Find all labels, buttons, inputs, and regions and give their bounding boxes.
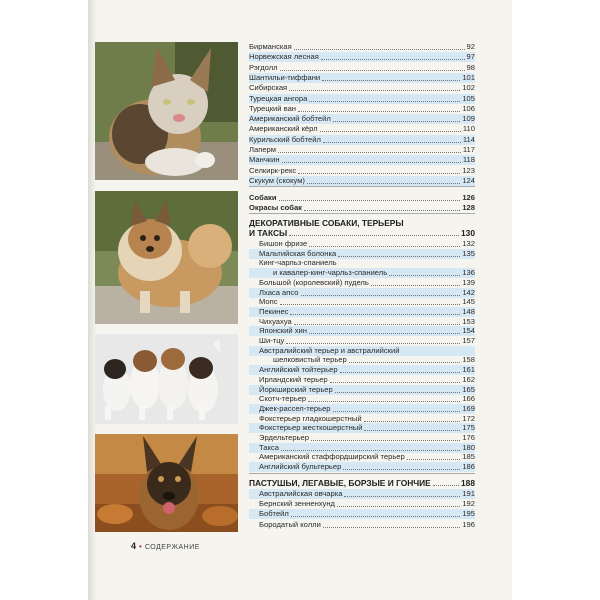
- toc-entry-page: 191: [462, 489, 475, 498]
- toc-entry-page: 148: [462, 306, 475, 316]
- toc-entry: [249, 452, 475, 462]
- toc-entry-page: 172: [462, 413, 475, 423]
- toc-entry: [249, 365, 475, 375]
- leader-dots: [371, 285, 461, 286]
- divider-line: [249, 186, 475, 187]
- photo-pomeranian: [95, 191, 238, 324]
- toc-entry-page: 175: [462, 423, 475, 433]
- leader-dots: [337, 506, 460, 507]
- section-title-text: И ТАКСЫ: [249, 228, 288, 238]
- toc-entry-title: Турецкий ван: [249, 103, 297, 113]
- toc-entry-page: 180: [462, 442, 475, 452]
- toc-entry-page: 118: [462, 155, 475, 165]
- section-page-number: 130: [461, 228, 475, 238]
- page-number: 4: [131, 541, 137, 551]
- toc-entry-page: 165: [462, 384, 475, 394]
- toc-entry-title: Бородатый колли: [259, 519, 321, 529]
- section-title-line2: [249, 228, 475, 238]
- toc-entry: [249, 145, 475, 155]
- section-page-number: 188: [461, 478, 475, 488]
- toc-entry-page: 114: [462, 134, 475, 144]
- section-title: [249, 478, 475, 488]
- leader-dots: [308, 401, 460, 402]
- toc-entry-page: 106: [462, 103, 475, 113]
- photo-puppies: [95, 334, 238, 424]
- toc-entry-page: 196: [462, 519, 475, 529]
- toc-entry: [249, 176, 475, 186]
- leader-dots: [433, 485, 459, 486]
- toc-entry: [249, 509, 475, 519]
- toc-entry-page: 132: [462, 239, 475, 248]
- leader-dots: [304, 210, 460, 211]
- leader-dots: [333, 411, 461, 412]
- leader-dots: [320, 131, 461, 132]
- section-title-text: ПАСТУШЬИ, ЛЕГАВЫЕ, БОРЗЫЕ И ГОНЧИЕ: [249, 478, 431, 488]
- toc-entry-page: 158: [462, 355, 475, 365]
- toc-entry-page: 166: [462, 394, 475, 404]
- toc-entry-title: Американский стаффордширский терьер: [259, 452, 405, 462]
- toc-entry-title: Фокстерьер жесткошерстный: [259, 423, 363, 433]
- leader-dots: [294, 49, 465, 50]
- toc-entry-title: Йоркширский терьер: [259, 384, 333, 394]
- toc-entry: [249, 433, 475, 443]
- leader-dots: [349, 362, 461, 363]
- toc-entry-page: 192: [462, 499, 475, 509]
- toc-entry-page: 123: [462, 165, 475, 175]
- leader-dots: [279, 200, 461, 201]
- toc-entry: [249, 166, 475, 176]
- leader-dots: [291, 516, 460, 517]
- toc-entry-page: 176: [462, 433, 475, 442]
- toc-entry-page: 126: [462, 193, 475, 202]
- toc-entry: [249, 268, 475, 278]
- toc-entry-title: Селкирк-рекс: [249, 165, 297, 175]
- photo-german-shepherd: [95, 434, 238, 532]
- leader-dots: [307, 183, 460, 184]
- leader-dots: [344, 496, 460, 497]
- leader-dots: [298, 111, 460, 112]
- leader-dots: [286, 343, 460, 344]
- toc-entry: [249, 124, 475, 134]
- toc-entry-title: Окрасы собак: [249, 203, 302, 212]
- leader-dots: [282, 162, 461, 163]
- toc-entry: [249, 499, 475, 509]
- leader-dots: [364, 430, 460, 431]
- toc-entry-title: Эрдельтерьер: [259, 433, 309, 442]
- toc-entry-title: Лхаса апсо: [259, 287, 299, 297]
- toc-entry-page: 162: [462, 374, 475, 384]
- toc-entry-title: шелковистый терьер: [273, 355, 347, 365]
- toc-entry: [249, 414, 475, 424]
- leader-dots: [290, 314, 460, 315]
- toc-entry-title: Большой (королевский) пудель: [259, 277, 369, 287]
- leader-dots: [280, 70, 465, 71]
- leader-dots: [364, 421, 461, 422]
- toc-entry: [249, 489, 475, 499]
- toc-entry: [249, 135, 475, 145]
- leader-dots: [323, 527, 460, 528]
- toc-entry: [249, 203, 475, 213]
- leader-dots: [330, 382, 461, 383]
- toc-entry: [249, 73, 475, 83]
- leader-dots: [389, 275, 460, 276]
- toc-entry-title: Мопс: [259, 297, 278, 307]
- leader-dots: [340, 372, 461, 373]
- toc-entry-title: и кавалер-кинг-чарльз-спаниель: [273, 268, 388, 278]
- leader-dots: [309, 246, 460, 247]
- toc-entry-page: 98: [466, 62, 475, 72]
- toc-entry-title: Английский бультерьер: [259, 462, 342, 472]
- leader-dots: [407, 459, 461, 460]
- leader-dots: [343, 469, 460, 470]
- toc-entry-title: Турецкая ангора: [249, 93, 308, 103]
- footer-separator: •: [139, 542, 142, 551]
- table-of-contents: [249, 0, 475, 600]
- toc-entry-title: Шантильи-тиффани: [249, 72, 321, 82]
- toc-entry: [249, 288, 475, 298]
- divider-line: [249, 213, 475, 214]
- toc-entry-title: Бернский зенненхунд: [259, 499, 335, 509]
- toc-entry: [249, 394, 475, 404]
- toc-entry: [249, 63, 475, 73]
- toc-entry: [249, 42, 475, 52]
- toc-entry-page: 92: [466, 42, 475, 51]
- leader-dots: [333, 121, 461, 122]
- toc-entry: [249, 249, 475, 259]
- toc-entry-page: 161: [462, 365, 475, 375]
- toc-entry: [249, 94, 475, 104]
- toc-entry: [249, 462, 475, 472]
- leader-dots: [301, 295, 461, 296]
- leader-dots: [280, 304, 461, 305]
- toc-entry-title: Скукум (скокум): [249, 175, 305, 185]
- toc-entry-page: 124: [462, 175, 475, 185]
- toc-entry-title: Манчкин: [249, 155, 280, 165]
- toc-entry-title: Норвежская лесная: [249, 52, 319, 62]
- toc-entry-page: 102: [462, 83, 475, 93]
- leader-dots: [294, 324, 461, 325]
- toc-entry: [249, 317, 475, 327]
- toc-entry-page: 169: [462, 403, 475, 413]
- leader-dots: [289, 235, 459, 236]
- toc-entry-page: 142: [462, 287, 475, 297]
- toc-entry-title: Фокстерьер гладкошерстный: [259, 413, 362, 423]
- toc-entry: [249, 375, 475, 385]
- toc-entry: [249, 297, 475, 307]
- toc-entry-page: 195: [462, 509, 475, 519]
- leader-dots: [289, 90, 460, 91]
- leader-dots: [335, 392, 461, 393]
- toc-entry: [249, 114, 475, 124]
- toc-entry: [249, 104, 475, 114]
- toc-entry: [249, 326, 475, 336]
- toc-entry-page: 101: [462, 72, 475, 82]
- toc-entry: [249, 239, 475, 249]
- leader-dots: [309, 333, 460, 334]
- toc-entry-title: Ши-тцу: [259, 336, 285, 345]
- toc-entry-page: 109: [462, 114, 475, 124]
- toc-entry-page: 97: [466, 52, 475, 62]
- toc-entry: [249, 346, 475, 356]
- toc-entry: [249, 52, 475, 62]
- toc-entry-title: Австралийский терьер и австралийский: [259, 345, 400, 355]
- toc-entry-page: 186: [462, 462, 475, 472]
- toc-entry: [249, 520, 475, 530]
- toc-entry-page: 153: [462, 316, 475, 326]
- toc-entry-page: 157: [462, 336, 475, 345]
- photo-cat: [95, 42, 238, 180]
- toc-entry: [249, 404, 475, 414]
- toc-entry-page: 135: [462, 248, 475, 258]
- toc-entry: [249, 307, 475, 317]
- toc-entry: [249, 258, 475, 268]
- leader-dots: [322, 80, 460, 81]
- toc-entry-page: 136: [462, 268, 475, 278]
- toc-entry: [249, 385, 475, 395]
- toc-entry-title: Бишон фризе: [259, 239, 308, 248]
- toc-entry-title: Бобтейл: [259, 509, 289, 519]
- toc-entry-title: Собаки: [249, 193, 277, 202]
- toc-entry-page: 185: [462, 452, 475, 462]
- toc-entry: [249, 155, 475, 165]
- toc-entry-title: Чихуахуа: [259, 316, 292, 326]
- toc-entry-page: 105: [462, 93, 475, 103]
- toc-entry: [249, 278, 475, 288]
- toc-entry-title: Курильский бобтейл: [249, 134, 321, 144]
- toc-entry-title: Австралийская овчарка: [259, 489, 343, 498]
- toc-entry-title: Мальтийская болонка: [259, 248, 337, 258]
- toc-entry-title: Такса: [259, 442, 279, 452]
- section-title-line1: ДЕКОРАТИВНЫЕ СОБАКИ, ТЕРЬЕРЫ: [249, 218, 404, 228]
- toc-entry-title: Скотч-терьер: [259, 394, 307, 404]
- toc-entry-title: Американский кёрл: [249, 124, 318, 134]
- toc-entry-page: 139: [462, 277, 475, 287]
- leader-dots: [338, 256, 460, 257]
- toc-entry-title: Лаперм: [249, 145, 276, 154]
- leader-dots: [298, 173, 460, 174]
- toc-entry-page: 110: [462, 124, 475, 134]
- toc-entry: [249, 83, 475, 93]
- divider-line: [249, 473, 475, 474]
- toc-entry-title: Ирландский терьер: [259, 374, 328, 384]
- page-footer: [131, 541, 200, 551]
- toc-entry-title: Рэгдолл: [249, 62, 278, 72]
- leader-dots: [278, 152, 461, 153]
- toc-entry: [249, 355, 475, 365]
- toc-entry-title: Бирманская: [249, 42, 292, 51]
- toc-entry-title: Джек-рассел-терьер: [259, 403, 331, 413]
- toc-entry-title: Кинг-чарльз-спаниель: [259, 258, 337, 268]
- toc-entry-page: 117: [462, 145, 475, 154]
- leader-dots: [321, 59, 465, 60]
- toc-entry: [249, 423, 475, 433]
- leader-dots: [323, 142, 461, 143]
- toc-entry-title: Пекинес: [259, 306, 289, 316]
- toc-entry: [249, 336, 475, 346]
- toc-entry-page: 128: [462, 203, 475, 212]
- toc-entry: [249, 443, 475, 453]
- leader-dots: [309, 101, 460, 102]
- leader-dots: [281, 450, 460, 451]
- toc-entry: [249, 193, 475, 203]
- toc-entry-title: Английский тойтерьер: [259, 365, 338, 375]
- toc-entry-page: 145: [462, 297, 475, 307]
- toc-entry-title: Сибирская: [249, 83, 288, 93]
- toc-entry-page: 154: [462, 326, 475, 336]
- footer-label: СОДЕРЖАНИЕ: [144, 544, 200, 551]
- leader-dots: [311, 440, 460, 441]
- toc-entry-title: Японский хин: [259, 326, 307, 336]
- toc-entry-title: Американский бобтейл: [249, 114, 331, 124]
